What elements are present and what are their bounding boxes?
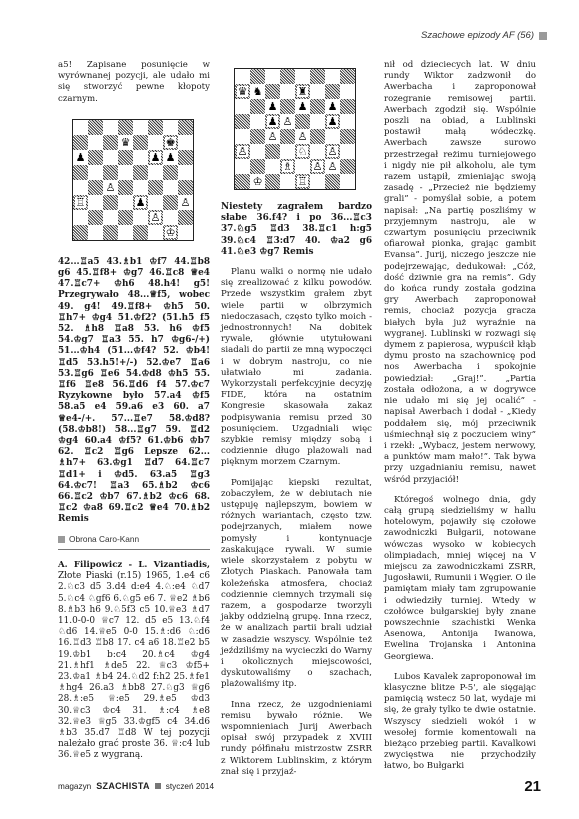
footer-brand: SZACHISTA	[96, 781, 150, 791]
game-2-players: A. Filipowicz - L. Vizantiadis,	[58, 559, 210, 570]
board-square	[325, 84, 340, 99]
chess-piece-icon: ♙	[312, 160, 323, 173]
board-square	[148, 120, 163, 135]
board-square	[340, 99, 355, 114]
chess-piece-icon: ♜	[297, 85, 308, 98]
board-square	[178, 150, 193, 165]
board-square	[250, 159, 265, 174]
board-square	[250, 99, 265, 114]
board-square	[103, 120, 118, 135]
board-square	[250, 144, 265, 159]
board-square	[295, 144, 310, 159]
board-square	[148, 165, 163, 180]
board-square	[280, 144, 295, 159]
opening-label-text: Obrona Caro-Kann	[69, 533, 140, 544]
board-square	[118, 135, 133, 150]
board-square	[178, 195, 193, 210]
paragraph: Lubos Kavalek zaproponował im klasyczne blitze P-5', ale sięgając pamięcią wstecz 50 lat, wydaje mi się, że grały tylko te dwie ostatnie. Wszyscy siedzieli wokół i w wesołej formie komentowali na bieżąco przebieg partii. Kavalkowi zwycięstwa nie przychodziły łatwo, bo Bułgarki	[384, 671, 536, 772]
board-square	[163, 150, 178, 165]
board-square	[280, 129, 295, 144]
board-square	[178, 210, 193, 225]
intro-paragraph: a5! Zapisane posunięcie w wyrównanej pozycji, ale udało mi się stworzyć pewne kłopoty czarnym.	[58, 60, 210, 104]
column-right	[384, 60, 536, 773]
chess-piece-icon: ♙	[105, 180, 116, 194]
board-square	[73, 225, 88, 240]
board-square	[325, 69, 340, 84]
header-title: Szachowe epizody AF (56)	[420, 30, 534, 41]
header-square-icon	[539, 32, 547, 40]
board-square	[133, 210, 148, 225]
board-square	[73, 195, 88, 210]
board-square	[340, 159, 355, 174]
board-square	[310, 174, 325, 189]
board-square	[133, 150, 148, 165]
board-square	[88, 180, 103, 195]
board-square	[148, 135, 163, 150]
board-square	[280, 114, 295, 129]
chess-piece-icon: ♔	[165, 225, 176, 239]
chess-diagram-1	[72, 119, 194, 241]
board-square	[88, 195, 103, 210]
board-square	[280, 99, 295, 114]
board-square	[250, 129, 265, 144]
board-square	[235, 144, 250, 159]
board-square	[235, 159, 250, 174]
board-square	[73, 210, 88, 225]
chess-piece-icon: ♛	[237, 85, 248, 98]
board-square	[235, 174, 250, 189]
chess-piece-icon: ♙	[267, 130, 278, 143]
page-number: 21	[524, 778, 541, 795]
board-square	[340, 174, 355, 189]
board-square	[280, 84, 295, 99]
board-square	[340, 69, 355, 84]
board-square	[325, 114, 340, 129]
board-square	[103, 210, 118, 225]
board-square	[340, 144, 355, 159]
paragraph: Pomijając kiepski rezultat, zobaczyłem, że w debiutach nie ustępuję najlepszym, bowiem w różnych wariantach, często tzw. podejrzanych, miałem nowe pomysły i kontynuacje zaskakujące rywali. W sumie wiele skorzystałem z pobytu w Złotych Piaskach. Panowała tam koleżeńska atmosfera, chociaż codziennie ciemnych trzymali się razem, a gospodarze tworzyli jakby oddzielną grupę. Inna rzecz, że w analizach partii brali udział w zasadzie wszyscy. Wspólnie też jeździliśmy na wycieczki do Warny i okolicznych miejscowości, dyskutowaliśmy o szachach, plażowaliśmy itp.	[221, 477, 372, 690]
board-square	[250, 69, 265, 84]
game-moves-1: 42...♖a5 43.♗b1 ♔f7 44.♖b8 g6 45.♖f8+ ♔g7 46.♖c8 ♕e4 47.♖c7+ ♔h6 48.h4! g5! Przegrywało 48...♕f5, wobec 49. g4! 49.♖f8+ ♔h5 50. ♖h7+ ♔g4 51.♔f2? (51.h5 f5 52. ♗h8 ♖a8 53. h6 ♔f5 54.♔g7 ♖a3 55. h7 ♔g6-/+) 51...♔h4 (51...♔f4? 52. ♔b4! ♖d5 53.h5!+/-) 52.♔e7 ♖a6 53.♖g6 ♖e6 54.♔d8 ♔h5 55. ♖f6 ♖e8 56.♖d6 f4 57.♔c7 Ryzykowne było 57.a4 ♔f5 58.a5 e4 59.a6 e3 60. a7 ♕e4-/+. 57...♖e7 58.♔d8? (58.♔b8!) 58...♖g7 59. ♖d2 ♔g4 60.a4 ♔f5? 61.♔b6 ♔b7 62. ♖c2 ♖g6 Lepsze 62... ♗h7+ 63.♔g1 ♖d7 64.♖c7 ♖d1+ i ♔d5. 63.a5 ♖g3 64.♔c7! ♖a3 65.♗b2 ♔c6 66.♖c2 ♔b7 67.♗b2 ♔c6 68. ♖c2 ♔a8 69.♖c2 ♕e4 70.♗b2 Remis	[58, 256, 210, 525]
board-square	[133, 195, 148, 210]
board-square	[118, 225, 133, 240]
column-middle	[221, 60, 372, 778]
board-square	[148, 225, 163, 240]
board-square	[73, 150, 88, 165]
chess-piece-icon: ♖	[75, 195, 86, 209]
board-square	[163, 135, 178, 150]
chess-piece-icon: ♙	[297, 130, 308, 143]
chess-piece-icon: ♟	[267, 115, 278, 128]
footer-brand-prefix: magazyn	[58, 781, 92, 791]
board-square	[250, 174, 265, 189]
board-square	[73, 135, 88, 150]
game-2-text	[58, 560, 210, 762]
chess-piece-icon: ♙	[282, 115, 293, 128]
board-square	[280, 174, 295, 189]
board-square	[250, 114, 265, 129]
board-square	[235, 129, 250, 144]
bullet-square-icon	[58, 536, 65, 543]
board-square	[73, 120, 88, 135]
board-square	[280, 159, 295, 174]
board-square	[325, 174, 340, 189]
board-square	[148, 195, 163, 210]
chess-piece-icon: ♙	[327, 145, 338, 158]
chess-piece-icon: ♙	[150, 210, 161, 224]
chess-piece-icon: ♙	[237, 145, 248, 158]
board-square	[265, 174, 280, 189]
board-square	[250, 84, 265, 99]
chess-piece-icon: ♟	[297, 100, 308, 113]
board-square	[310, 114, 325, 129]
board-square	[325, 144, 340, 159]
board-square	[163, 165, 178, 180]
chess-piece-icon: ♟	[135, 195, 146, 209]
board-square	[103, 225, 118, 240]
board-square	[295, 99, 310, 114]
board-square	[133, 180, 148, 195]
board-square	[88, 150, 103, 165]
chess-piece-icon: ♘	[297, 145, 308, 158]
board-square	[265, 114, 280, 129]
chess-piece-icon: ♟	[75, 150, 86, 164]
board-square	[163, 195, 178, 210]
board-square	[133, 165, 148, 180]
board-square	[73, 180, 88, 195]
board-square	[295, 129, 310, 144]
board-square	[280, 69, 295, 84]
chess-piece-icon: ♔	[252, 175, 263, 188]
board-square	[88, 135, 103, 150]
board-square	[325, 129, 340, 144]
board-square	[295, 174, 310, 189]
board-square	[118, 150, 133, 165]
chess-piece-icon: ♖	[297, 175, 308, 188]
chess-piece-icon: ♚	[165, 135, 176, 149]
board-square	[88, 210, 103, 225]
chess-piece-icon: ♗	[282, 160, 293, 173]
board-square	[163, 120, 178, 135]
board-square	[148, 210, 163, 225]
board-square	[103, 180, 118, 195]
board-square	[235, 99, 250, 114]
board-square	[103, 135, 118, 150]
board-square	[118, 120, 133, 135]
paragraph: nił od dzieciecych lat. W dniu rundy Wiktor zadzwonił do Awerbacha i zaproponował rozegranie remisowej partii. Awerbach zgodził się. Wspólnie poszli na obiad, a Lublinski postawił małą wódeczkę. Awerbach zawsze surowo przestrzegał reżimu turniejowego i nigdy nie pił alkoholu, ale tym razem ustąpił, zmieniając swoją zasadę - „Przecież nie będziemy grali” - pomyślał sobie, a potem napisał: „Na partię poszliśmy w przyjemnym nastroju, ale w czwartym posunięciu przeciwnik ofiarował pionka, grając gambit Evansa”. Jurij, niczego jeszcze nie podejrzewając, dedukował: „Cóż, dość dziwnie gra na remis”. Gdy do końca rundy została godzina gry Awerbach zaproponował remis, chociaż pozycja gracza białych była już wyraźnie na wygranej. Lublinski w rozwagi się dymem z papierosa, wypuścił kłąb dymu prosto na szachownicę pod nos Awerbacha i spokojnie powiedział: „Graj!”. „Partia została odłożona, a w dogrywce nie udało mi się jej ocalić” - napisał Awerbach i dodał - „Kiedy poddałem się, mój przeciwnik uśmiechnął się z poczuciem winy” i rzekł: „Wybacz, jestem nerwowy, a punktów mam mało!”. Tak bywa przy uzgadnianiu remisu, nawet wśród przyjaciół!	[384, 60, 536, 485]
board-square	[163, 225, 178, 240]
divider	[58, 549, 210, 550]
game-conclusion: Niestety zagrałem bardzo słabe 36.f4? i po 36...♖c3 37.♘g5 ♖d3 38.♖c1 h:g5 39.♘c4 ♖3:d7 40. ♔a2 g6 41.♘e3 ♔g7 Remis	[221, 202, 372, 257]
board-square	[148, 150, 163, 165]
board-square	[310, 129, 325, 144]
board-square	[178, 225, 193, 240]
board-square	[148, 180, 163, 195]
chess-piece-icon: ♛	[120, 135, 131, 149]
board-square	[295, 84, 310, 99]
footer-square-icon	[155, 783, 161, 789]
chess-piece-icon: ♟	[150, 150, 161, 164]
board-square	[295, 69, 310, 84]
board-square	[133, 225, 148, 240]
board-square	[178, 165, 193, 180]
board-square	[265, 69, 280, 84]
chess-piece-icon: ♟	[327, 115, 338, 128]
board-square	[310, 84, 325, 99]
chess-diagram-2	[234, 68, 356, 190]
board-square	[88, 225, 103, 240]
board-square	[103, 165, 118, 180]
board-square	[265, 129, 280, 144]
board-square	[265, 159, 280, 174]
board-square	[178, 135, 193, 150]
board-square	[265, 84, 280, 99]
opening-label	[58, 534, 210, 545]
board-square	[310, 99, 325, 114]
board-square	[163, 180, 178, 195]
board-square	[295, 114, 310, 129]
board-square	[310, 159, 325, 174]
board-square	[295, 159, 310, 174]
board-square	[88, 165, 103, 180]
board-square	[235, 114, 250, 129]
chess-piece-icon: ♙	[327, 160, 338, 173]
board-square	[178, 180, 193, 195]
board-square	[133, 120, 148, 135]
paragraph: Planu walki o normę nie udało się zrealizować z kilku powodów. Przede wszystkim grałem zbyt wiele partii w olbrzymich niedoczasach, często tylko moich - jednostronnych! Na dobitek rywale, głównie utytułowani siadali do partii ze mną wypoczęci i w dobrym nastroju, co nie ułatwiało mi zadania. Wykorzystali perfekcyjnie decyzję FIDE, która na ostatnim Kongresie skasowała zakaz podpisywania remisu przed 30 posunięciem. Uzgadniali więc szybkie remisy między sobą i codziennie długo plażowali nad pięknym morzem Czarnym.	[221, 267, 372, 468]
column-left	[58, 60, 210, 762]
board-square	[340, 84, 355, 99]
paragraph: Któregoś wolnego dnia, gdy całą grupą siedzieliśmy w hallu hotelowym, pojawiły się czołowe zawodniczki Bułgarii, notowane wówczas wysoko w kobiecych olimpiadach, mniej więcej na V miejscu za zawodniczkami ZSRR, Jugosławii, Rumunii i Węgier. O ile pamiętam miały tam zgrupowanie i odwiedziły turniej. Wtedy w czołówce bułgarskiej były znane powszechnie szachistki Wenka Asenowa, Antonija Iwanowa, Ewelina Trojanska i Antonina Georgiewa.	[384, 494, 536, 662]
board-square	[310, 69, 325, 84]
board-square	[325, 99, 340, 114]
board-square	[265, 144, 280, 159]
board-square	[235, 84, 250, 99]
page-footer	[58, 781, 214, 791]
board-square	[118, 195, 133, 210]
chess-piece-icon: ♙	[180, 195, 191, 209]
board-square	[103, 195, 118, 210]
board-square	[163, 210, 178, 225]
board-square	[235, 69, 250, 84]
chess-piece-icon: ♟	[267, 100, 278, 113]
page-header	[421, 30, 547, 41]
chess-piece-icon: ♞	[252, 85, 263, 98]
board-square	[340, 129, 355, 144]
board-square	[103, 150, 118, 165]
board-square	[310, 144, 325, 159]
board-square	[118, 165, 133, 180]
chess-piece-icon: ♟	[165, 150, 176, 164]
board-square	[340, 114, 355, 129]
board-square	[325, 159, 340, 174]
game-2-moves: Złote Piaski (r.15) 1965, 1.e4 c6 2.♘c3 d5 3.d4 d:e4 4.♘:e4 ♘d7 5.♘c4 ♘gf6 6.♘g5 e6 7. ♕e2 ♗b6 8.♗b3 h6 9.♘5f3 c5 10.♕e3 ♗d7 11.0-0-0 ♕c7 12. d5 e5 13.♘f4 ♘d6 14.♕e5 0-0 15.♗:d6 ♘:d6 16.♖d3 ♖b8 17. c4 a6 18.♖e2 b5 19.♔b1 b:c4 20.♗c4 ♔g4 21.♗hf1 ♗de5 22. ♕c3 ♔f5+ 23.♔a1 ♗b4 24.♘d2 f:h2 25.♗fe1 ♗hg4 26.a3 ♗bb8 27.♘g3 ♕g6 28.♗:e5 ♕:e5 29.♗e5 ♔d3 30.♕c3 ♔c4 31. ♗:c4 ♗e8 32.♕e3 ♕g5 33.♔gf5 c4 34.d6 ♗b3 35.d7 ♖d8 W tej pozycji należało grać proste 36. ♕:c4 lub 36.♕e5 z wygraną.	[58, 571, 210, 761]
board-square	[88, 120, 103, 135]
board-square	[133, 135, 148, 150]
board-square	[118, 180, 133, 195]
board-square	[73, 165, 88, 180]
paragraph: Inna rzecz, że uzgodnieniami remisu bywało różnie. We wspomnieniach Jurij Awerbach opisał swój przypadek z XVIII rundy półfinału mistrzostw ZSRR z Wiktorem Lublinskim, z którym znał się i przyjaź-	[221, 699, 372, 777]
board-square	[265, 99, 280, 114]
footer-issue: styczeń 2014	[165, 781, 215, 791]
chess-piece-icon: ♟	[327, 100, 338, 113]
board-square	[178, 120, 193, 135]
board-square	[118, 210, 133, 225]
